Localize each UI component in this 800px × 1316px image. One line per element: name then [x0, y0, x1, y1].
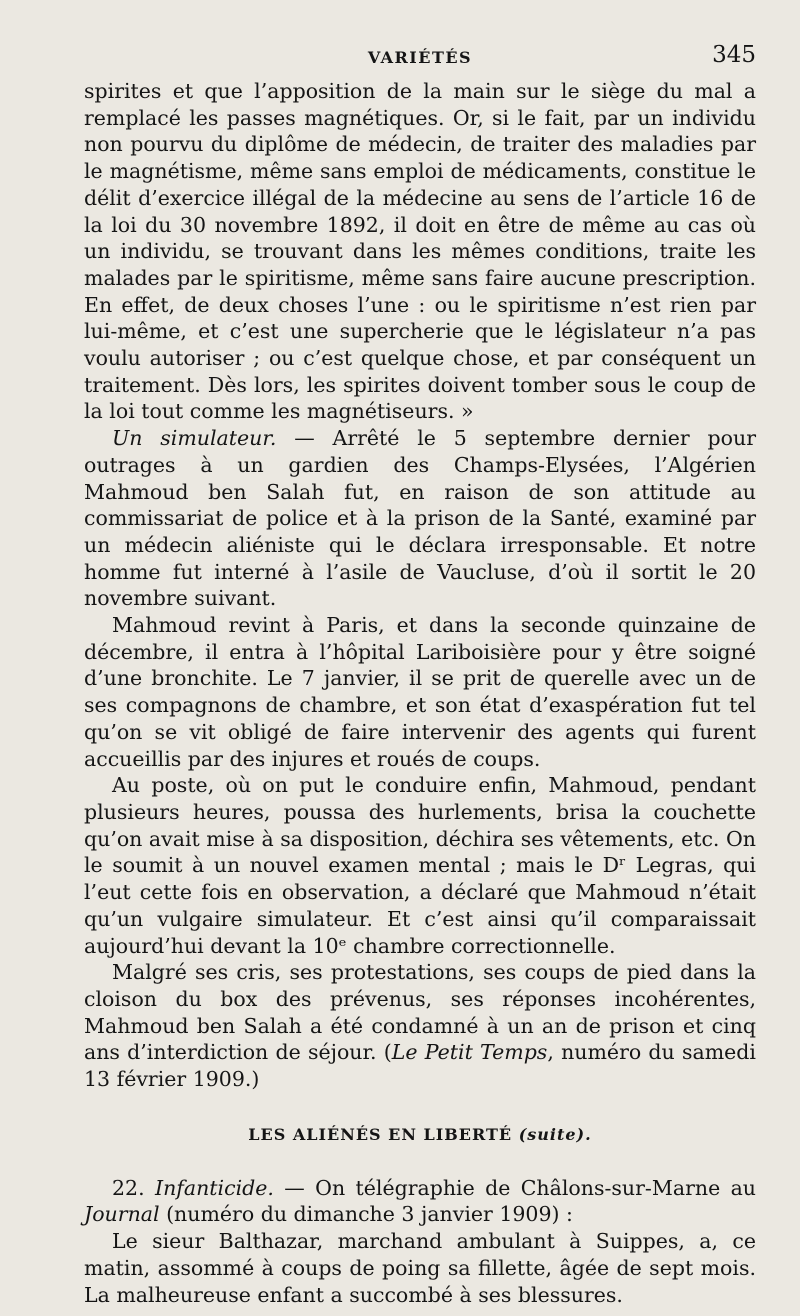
paragraph-police-station: Au poste, où on put le conduire enfin, Mahmoud, pendant plusieurs heures, poussa des hurlements, brisa la couchette qu’on avait mise à sa disposition, déchira ses vêtements, etc. On le soumit à un nouvel examen mental ; mais le Dʳ Legras, qui l’eut cette fois en observation, a déclaré que Mahmoud n’était qu’un vulgaire simulateur. Et c’est ainsi qu’il comparaissait aujourd’hui devant la 10ᵉ chambre correctionnelle. — [84, 773, 756, 958]
item-number: 22. — [112, 1175, 155, 1200]
running-header — [84, 42, 756, 78]
paragraph-italic-heading: Un simulateur. — [112, 426, 277, 451]
paragraph-body: Malgré ses cris, ses protestations, ses coups de pied dans la cloison du box des prévenus, ses réponses incohérentes, Mahmoud ben Salah a été condamné à un an de prison et cinq ans d’interdiction de séjour. ( — [84, 960, 756, 1065]
newspaper-title: Journal — [84, 1202, 160, 1227]
paragraph-body-continuation: , numéro du samedi 13 février 1909.) — [84, 1040, 756, 1092]
paragraph-body: — Arrêté le 5 septembre dernier pour outrages à un gardien des Champs-Elysées, l’Algérien Mahmoud ben Salah fut, en raison de son attitude au commissariat de police et à la prison de la Santé, examiné par un médecin aliéniste qui le déclara irresponsable. Et notre homme fut interné à l’asile de Vaucluse, d’où il sortit le 20 novembre suivant. — [84, 426, 756, 611]
item-title: Infanticide. — [154, 1175, 274, 1200]
section-heading-main: LES ALIÉNÉS EN LIBERTÉ — [248, 1124, 519, 1144]
paragraph-spirites: spirites et que l’apposition de la main sur le siège du mal a remplacé les passes magnétiques. Or, si le fait, par un individu non pourvu du diplôme de médecin, de traiter des maladies par le magnétisme, même sans emploi de médicaments, constitue le délit d’exercice illégal de la médecine au sens de l’article 16 de la loi du 30 novembre 1892, il doit en être de même au cas où un individu, se trouvant dans les mêmes conditions, traite les malades par le spiritisme, même sans faire aucune prescription. En effet, de deux choses l’une : ou le spiritisme n’est rien par lui-même, et c’est une supercherie que le législateur n’a pas voulu autoriser ; ou c’est quelque chose, et par conséquent un traitement. Dès lors, les spirites doivent tomber sous le coup de la loi tout comme les magnétiseurs. » — [84, 79, 756, 424]
page-number: 345 — [712, 42, 756, 68]
page-text — [84, 78, 756, 1308]
paragraph-balthazar: Le sieur Balthazar, marchand ambulant à Suippes, a, ce matin, assommé à coups de poing sa fillette, âgée de sept mois. La malheureuse enfant a succombé à ses blessures. — [84, 1229, 756, 1307]
newspaper-title: Le Petit Temps — [391, 1040, 548, 1065]
paragraph-un-simulateur — [84, 425, 756, 612]
paragraph-infanticide-intro — [84, 1175, 756, 1228]
paragraph-body-continuation: (numéro du dimanche 3 janvier 1909) : — [159, 1202, 573, 1227]
running-head-title: VARIÉTÉS — [367, 48, 473, 67]
paragraph-mahmoud-returned: Mahmoud revint à Paris, et dans la seconde quinzaine de décembre, il entra à l’hôpital Lariboisière pour y être soigné d’une bronchite. Le 7 janvier, il se prit de querelle avec un de ses compagnons de chambre, et son état d’exaspération fut tel qu’on se vit obligé de faire intervenir des agents qui furent accueillis par des injures et roués de coups. — [84, 613, 756, 771]
section-heading — [84, 1123, 756, 1147]
section-heading-suffix: (suite). — [518, 1124, 592, 1144]
paragraph-conviction — [84, 959, 756, 1093]
paragraph-body: — On télégraphie de Châlons-sur-Marne au — [273, 1175, 756, 1200]
